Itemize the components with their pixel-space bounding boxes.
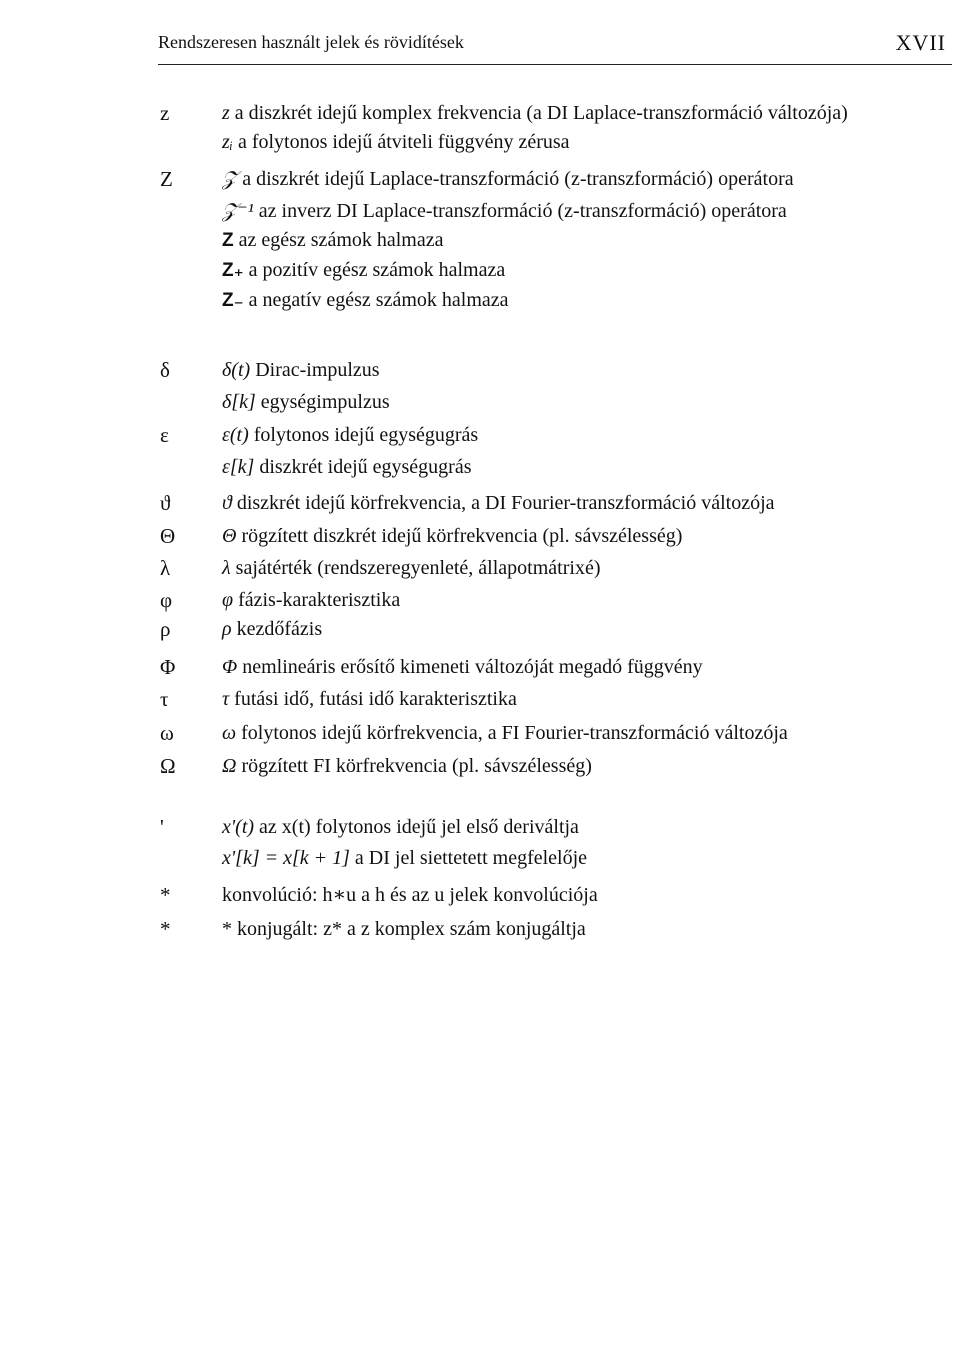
description-text: konvolúció: h∗u a h és az u jelek konvolúciója	[222, 884, 598, 906]
description-text: folytonos idejű körfrekvencia, a FI Fourier-transzformáció változója	[236, 722, 788, 744]
description-text: fázis-karakterisztika	[233, 589, 401, 611]
description-text: a negatív egész számok halmaza	[243, 289, 509, 311]
symbol: Φ	[160, 655, 176, 679]
notation: Z	[222, 230, 234, 251]
notation: Z₋	[222, 290, 244, 311]
description-text: futási idő, futási idő karakterisztika	[229, 688, 517, 710]
description	[222, 812, 579, 842]
description	[222, 355, 380, 385]
description-text: az x(t) folytonos idejű jel első deriváltja	[254, 816, 579, 838]
description-text: az inverz DI Laplace-transzformáció (z-transzformáció) operátora	[253, 200, 787, 222]
notation: ω	[222, 722, 237, 744]
notation: x'[k] = x[k + 1]	[222, 847, 350, 869]
symbol: ε	[160, 423, 169, 447]
symbol: Θ	[160, 524, 176, 548]
page-number: XVII	[895, 30, 946, 55]
description	[222, 751, 592, 781]
description	[222, 255, 505, 286]
symbol: λ	[160, 556, 171, 580]
description	[222, 98, 848, 128]
description	[222, 488, 775, 518]
header-rule	[158, 64, 952, 65]
description-text: folytonos idejű egységugrás	[248, 424, 479, 446]
symbol: *	[160, 883, 171, 907]
description-text: Dirac-impulzus	[250, 359, 380, 381]
symbol: *	[160, 917, 171, 941]
notation: Θ	[222, 525, 237, 547]
notation: ρ	[222, 618, 232, 640]
notation: Ω	[222, 755, 237, 777]
description	[222, 387, 390, 417]
notation: Φ	[222, 656, 238, 678]
notation: zᵢ	[222, 131, 233, 153]
description	[222, 553, 600, 583]
symbol: ω	[160, 721, 174, 745]
description-text: az egész számok halmaza	[233, 229, 444, 251]
description-text: diszkrét idejű körfrekvencia, a DI Fourier-transzformáció változója	[231, 492, 775, 514]
description-text: * konjugált: z* a z komplex szám konjugáltja	[222, 918, 586, 940]
description-text: kezdőfázis	[231, 618, 323, 640]
symbol: Ω	[160, 754, 176, 778]
notation: 𝒵⁻¹	[222, 200, 254, 222]
notation: ε(t)	[222, 424, 249, 446]
description	[222, 127, 570, 157]
description-text: diszkrét idejű egységugrás	[254, 456, 472, 478]
chapter-title: Rendszeresen használt jelek és rövidítések	[158, 32, 464, 52]
description	[222, 652, 703, 682]
description-text: a DI jel siettetett megfelelője	[349, 847, 588, 869]
description	[222, 880, 598, 910]
symbol: ρ	[160, 617, 171, 641]
description-text: nemlineáris erősítő kimeneti változóját megadó függvény	[237, 656, 703, 678]
description-text: a pozitív egész számok halmaza	[243, 259, 506, 281]
description	[222, 285, 509, 316]
description-text: rögzített FI körfrekvencia (pl. sávszélesség)	[236, 755, 592, 777]
notation: φ	[222, 589, 234, 611]
symbol: Z	[160, 167, 173, 191]
description	[222, 843, 587, 873]
notation: Z₊	[222, 260, 244, 281]
description	[222, 452, 472, 482]
symbol: '	[160, 815, 164, 839]
description	[222, 684, 517, 714]
description	[222, 718, 788, 748]
notation: δ(t)	[222, 359, 251, 381]
description	[222, 521, 682, 551]
page-header	[158, 32, 952, 64]
notation: δ[k]	[222, 391, 256, 413]
symbol: τ	[160, 687, 169, 711]
symbol: φ	[160, 588, 173, 612]
description	[222, 614, 322, 644]
notation: ϑ	[222, 492, 232, 514]
description-text: egységimpulzus	[255, 391, 390, 413]
description	[222, 585, 400, 615]
description	[222, 914, 586, 944]
symbol: δ	[160, 358, 170, 382]
description-text: a diszkrét idejű Laplace-transzformáció (z-transzformáció) operátora	[237, 168, 794, 190]
notation: τ	[222, 688, 230, 710]
description	[222, 225, 444, 256]
symbol: ϑ	[160, 491, 171, 515]
description	[222, 420, 478, 450]
notation: 𝒵	[222, 168, 238, 190]
description-text: rögzített diszkrét idejű körfrekvencia (pl. sávszélesség)	[236, 525, 683, 547]
notation: z	[222, 102, 230, 124]
symbol: z	[160, 101, 170, 125]
notation: ε[k]	[222, 456, 255, 478]
description-text: a diszkrét idejű komplex frekvencia (a DI Laplace-transzformáció változója)	[229, 102, 848, 124]
description	[222, 164, 794, 194]
description-text: a folytonos idejű átviteli függvény zérusa	[232, 131, 570, 153]
description-text: sajátérték (rendszeregyenleté, állapotmátrixé)	[230, 557, 601, 579]
description	[222, 196, 787, 226]
notation: λ	[222, 557, 231, 579]
notation: x'(t)	[222, 816, 255, 838]
